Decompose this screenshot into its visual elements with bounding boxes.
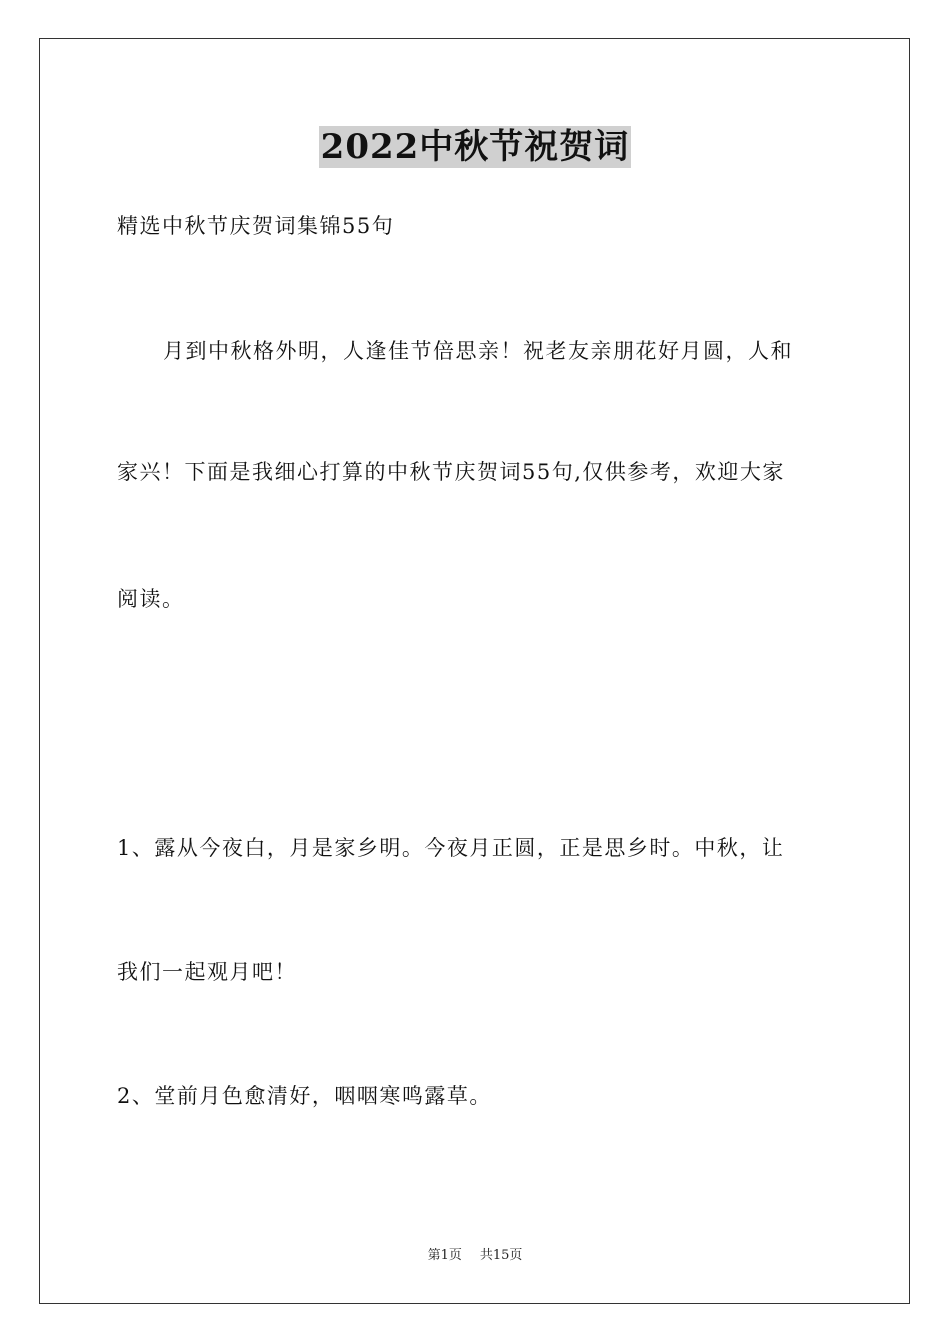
page-total: 共15页 [479, 1248, 523, 1263]
document-title: 2022中秋节祝贺词 [320, 127, 630, 167]
page-footer [0, 1247, 950, 1265]
document-subtitle: 精选中秋节庆贺词集锦55句 [117, 214, 395, 238]
intro-paragraph-line-2: 家兴！下面是我细心打算的中秋节庆贺词55句,仅供参考，欢迎大家 [117, 460, 785, 484]
item-1-line-2: 我们一起观月吧！ [117, 960, 297, 984]
item-2-line-1: 2、堂前月色愈清好，咽咽寒鸣露草。 [117, 1084, 492, 1108]
item-1-line-1: 1、露从今夜白，月是家乡明。今夜月正圆，正是思乡时。中秋，让 [117, 836, 785, 860]
title-container [0, 126, 950, 168]
intro-paragraph-line-3: 阅读。 [117, 587, 185, 611]
intro-paragraph-line-1: 月到中秋格外明，人逢佳节倍思亲！祝老友亲朋花好月圆，人和 [163, 339, 793, 363]
page-number: 第1页 [427, 1248, 462, 1263]
